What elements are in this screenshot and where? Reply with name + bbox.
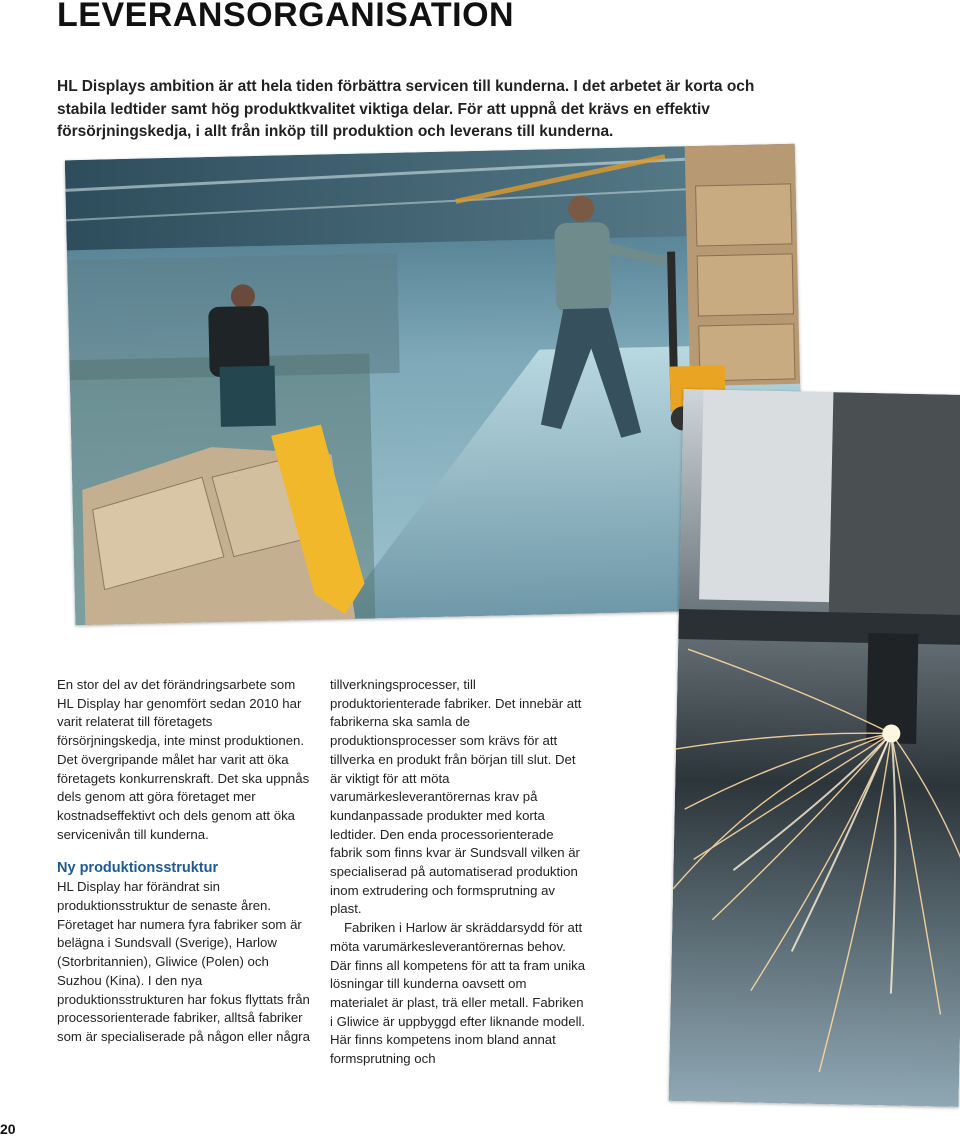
body-paragraph: HL Display har förändrat sin produktionsstruktur de senaste åren. Företaget har numera fyra fabriker som är belägna i Sundsvall (Sverige), Harlow (Storbritannien), Gliwice (Polen) och Suzhou (Kina). I den nya produktionsstrukturen har fokus flyttats från processorienterade fabriker, alltså fabriker som är specialiserade på någon eller några	[57, 879, 310, 1044]
body-paragraph: Fabriken i Harlow är skräddarsydd för att möta varumärkesleverantörernas behov. Där finns all kompetens för att ta fram unika lösningar till kunderna oavsett om materialet är plast, trä eller metall. Fabriken i Gliwice är uppbyggd efter liknande modell. Här finns kompetens inom bland annat formsprutning och	[330, 920, 586, 1067]
body-paragraph: En stor del av det förändringsarbete som HL Display har genomfört sedan 2010 har varit relaterat till företagets försörjningskedja, inte minst produktionen. Det övergripande målet har varit att öka företagets konkurrenskraft. Det ska uppnås dels genom att göra företaget mer kostnadseffektivt och dels genom att öka servicenivån till kunderna.	[57, 677, 310, 842]
page-number: 20	[0, 1121, 16, 1137]
body-paragraph: tillverkningsprocesser, till produktorienterade fabriker. Det innebär att fabrikerna ska samla de produktionsprocesser som krävs för att tillverka en produkt från början till slut. Det är viktigt för att möta varumärkesleverantörernas krav på kundanpassade produkter med korta ledtider. Den enda processorienterade fabrik som finns kvar är Sundsvall vilken är specialiserad på automatiserad produktion inom extrudering och formsprutning av plast.	[330, 677, 582, 917]
text-column-2	[330, 676, 588, 1069]
intro-paragraph: HL Displays ambition är att hela tiden förbättra servicen till kunderna. I det arbetet är korta och stabila ledtider samt hög produktkvalitet viktiga delar. För att uppnå det krävs en effektiv försörjningskedja, i allt från inköp till produktion och leverans till kunderna.	[57, 78, 755, 140]
page-title: LEVERANSORGANISATION	[57, 0, 515, 34]
sparks-photo	[669, 389, 960, 1107]
text-column-1	[57, 676, 312, 1047]
section-subheading: Ny produktionsstruktur	[57, 860, 219, 877]
